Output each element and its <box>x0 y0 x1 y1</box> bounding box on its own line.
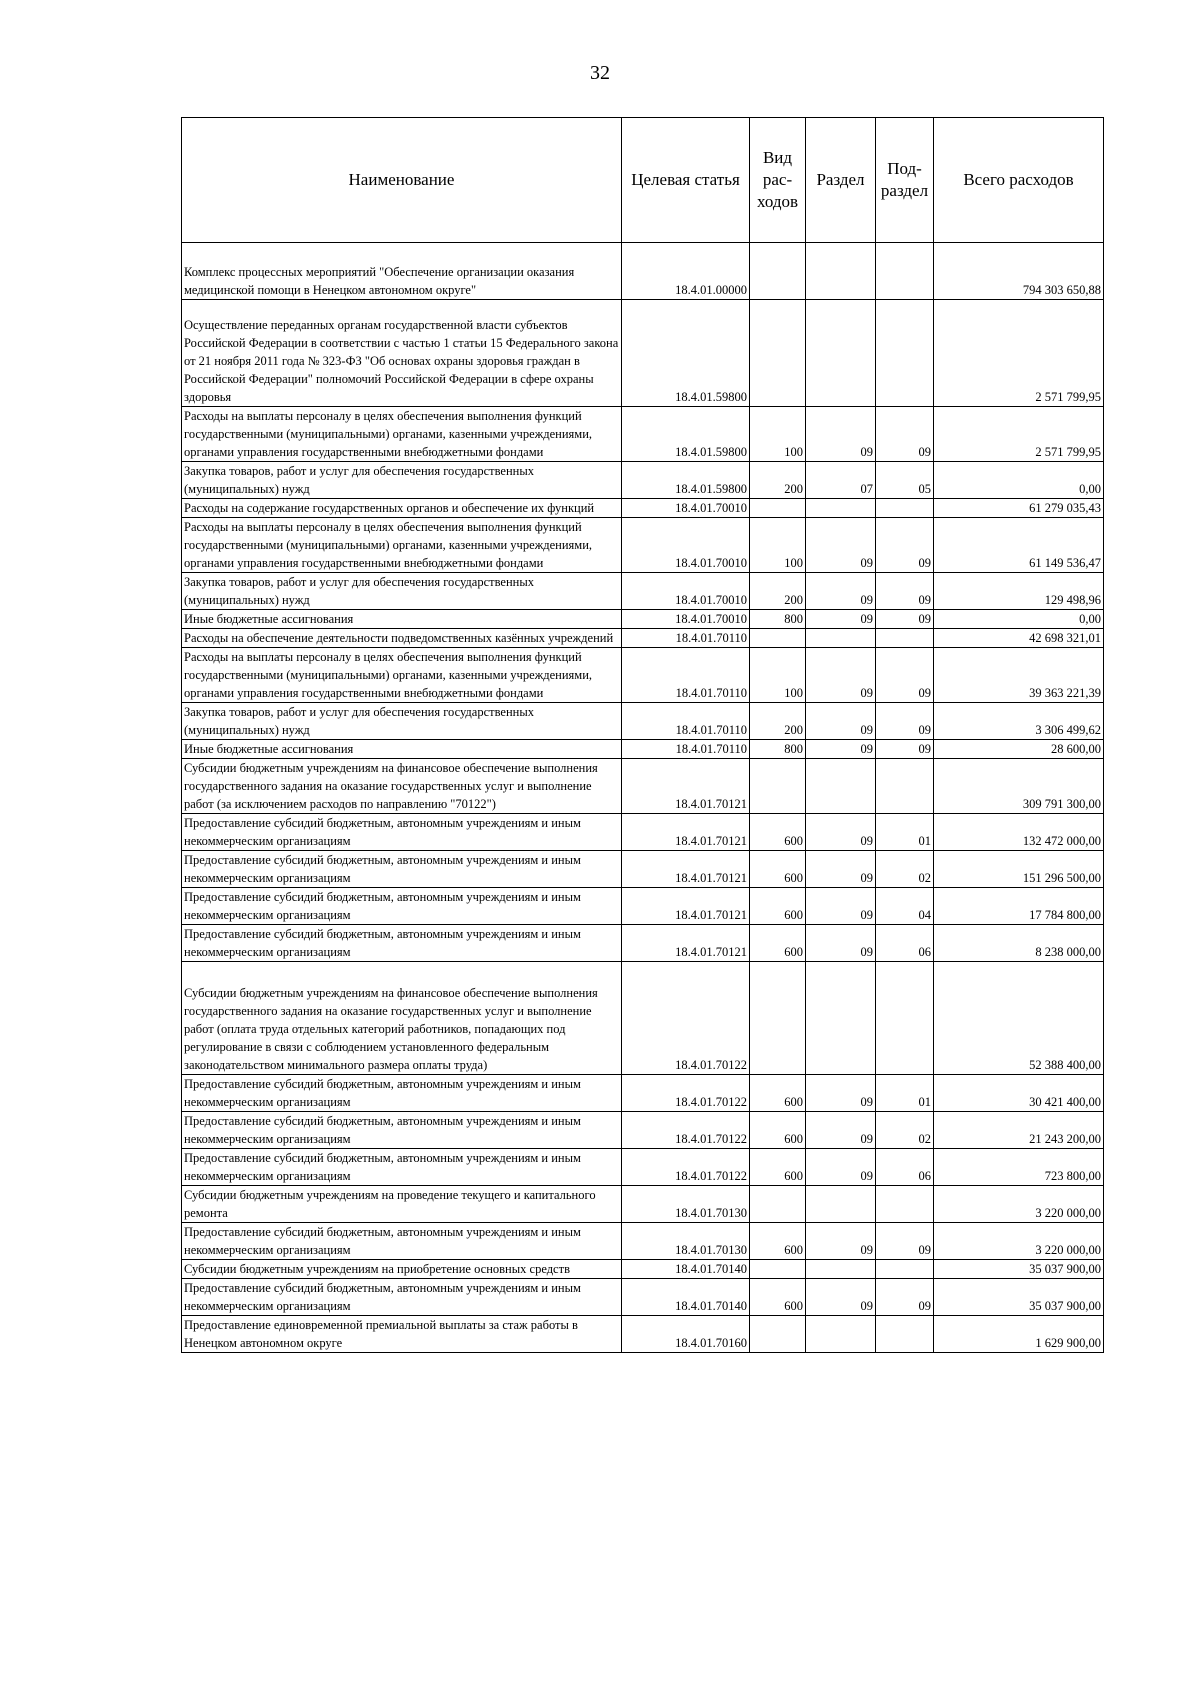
row-razdel: 09 <box>806 573 876 610</box>
table-body <box>182 243 1104 1353</box>
row-podrazdel: 06 <box>876 1149 934 1186</box>
row-razdel: 09 <box>806 740 876 759</box>
row-name: Предоставление субсидий бюджетным, автономным учреждениям и иным некоммерческим организациям <box>182 851 622 888</box>
row-razdel: 09 <box>806 1112 876 1149</box>
row-vid: 200 <box>750 703 806 740</box>
row-name: Предоставление субсидий бюджетным, автономным учреждениям и иным некоммерческим организациям <box>182 888 622 925</box>
table-row <box>182 629 1104 648</box>
table-row <box>182 1223 1104 1260</box>
row-code: 18.4.01.70122 <box>622 1075 750 1112</box>
row-name: Расходы на выплаты персоналу в целях обеспечения выполнения функций государственными (муниципальными) органами, казенными учреждениями, органами управления государственными внебюджетными фондами <box>182 648 622 703</box>
table-row <box>182 925 1104 962</box>
row-name: Осуществление переданных органам государственной власти субъектов Российской Федерации в соответствии с частью 1 статьи 15 Федерального закона от 21 ноября 2011 года № 323-ФЗ "Об основах охраны здоровья граждан в Российской Федерации" полномочий Российской Федерации в сфере охраны здоровья <box>182 300 622 407</box>
row-name: Предоставление субсидий бюджетным, автономным учреждениям и иным некоммерческим организациям <box>182 925 622 962</box>
row-name: Иные бюджетные ассигнования <box>182 610 622 629</box>
row-code: 18.4.01.70130 <box>622 1186 750 1223</box>
row-code: 18.4.01.70130 <box>622 1223 750 1260</box>
row-name: Расходы на выплаты персоналу в целях обеспечения выполнения функций государственными (муниципальными) органами, казенными учреждениями, органами управления государственными внебюджетными фондами <box>182 407 622 462</box>
row-code: 18.4.01.59800 <box>622 407 750 462</box>
row-podrazdel: 01 <box>876 814 934 851</box>
row-code: 18.4.01.70010 <box>622 518 750 573</box>
row-total: 129 498,96 <box>934 573 1104 610</box>
row-vid: 100 <box>750 407 806 462</box>
header-total: Всего расходов <box>934 118 1104 243</box>
row-vid: 100 <box>750 518 806 573</box>
row-name: Комплекс процессных мероприятий "Обеспечение организации оказания медицинской помощи в Ненецком автономном округе" <box>182 243 622 300</box>
row-name: Закупка товаров, работ и услуг для обеспечения государственных (муниципальных) нужд <box>182 703 622 740</box>
row-total: 39 363 221,39 <box>934 648 1104 703</box>
budget-table <box>181 117 1104 1353</box>
row-code: 18.4.01.70140 <box>622 1260 750 1279</box>
row-razdel: 09 <box>806 1149 876 1186</box>
row-total: 35 037 900,00 <box>934 1279 1104 1316</box>
table-row <box>182 1186 1104 1223</box>
row-code: 18.4.01.70122 <box>622 1112 750 1149</box>
header-vid: Вид рас- ходов <box>750 118 806 243</box>
row-podrazdel: 05 <box>876 462 934 499</box>
row-razdel: 09 <box>806 925 876 962</box>
row-total: 17 784 800,00 <box>934 888 1104 925</box>
row-podrazdel: 02 <box>876 851 934 888</box>
row-razdel: 09 <box>806 407 876 462</box>
table-row <box>182 1075 1104 1112</box>
header-code: Целевая статья <box>622 118 750 243</box>
table-row <box>182 703 1104 740</box>
table-row <box>182 518 1104 573</box>
row-vid <box>750 499 806 518</box>
row-code: 18.4.01.70122 <box>622 962 750 1075</box>
row-vid <box>750 629 806 648</box>
row-razdel: 09 <box>806 518 876 573</box>
header-podrazdel: Под- раздел <box>876 118 934 243</box>
table-row <box>182 962 1104 1075</box>
row-vid: 600 <box>750 851 806 888</box>
row-podrazdel: 09 <box>876 1223 934 1260</box>
row-code: 18.4.01.59800 <box>622 462 750 499</box>
row-razdel <box>806 499 876 518</box>
row-total: 0,00 <box>934 462 1104 499</box>
row-total: 52 388 400,00 <box>934 962 1104 1075</box>
table-row <box>182 740 1104 759</box>
row-razdel <box>806 629 876 648</box>
row-razdel <box>806 1316 876 1353</box>
row-vid: 600 <box>750 814 806 851</box>
row-vid: 200 <box>750 573 806 610</box>
table-row <box>182 648 1104 703</box>
row-podrazdel <box>876 962 934 1075</box>
row-total: 3 220 000,00 <box>934 1223 1104 1260</box>
row-code: 18.4.01.70010 <box>622 499 750 518</box>
table-row <box>182 1260 1104 1279</box>
row-vid: 600 <box>750 888 806 925</box>
row-code: 18.4.01.00000 <box>622 243 750 300</box>
table-row <box>182 462 1104 499</box>
row-code: 18.4.01.70110 <box>622 648 750 703</box>
table-row <box>182 300 1104 407</box>
row-razdel <box>806 1260 876 1279</box>
row-total: 3 220 000,00 <box>934 1186 1104 1223</box>
row-name: Предоставление единовременной премиальной выплаты за стаж работы в Ненецком автономном округе <box>182 1316 622 1353</box>
table-row <box>182 888 1104 925</box>
row-total: 2 571 799,95 <box>934 407 1104 462</box>
row-vid <box>750 1316 806 1353</box>
row-code: 18.4.01.70121 <box>622 814 750 851</box>
row-vid: 800 <box>750 740 806 759</box>
row-podrazdel: 09 <box>876 610 934 629</box>
table-row <box>182 1279 1104 1316</box>
row-razdel <box>806 243 876 300</box>
row-name: Расходы на выплаты персоналу в целях обеспечения выполнения функций государственными (муниципальными) органами, казенными учреждениями, органами управления государственными внебюджетными фондами <box>182 518 622 573</box>
row-razdel <box>806 759 876 814</box>
row-podrazdel <box>876 629 934 648</box>
row-code: 18.4.01.70121 <box>622 925 750 962</box>
row-name: Предоставление субсидий бюджетным, автономным учреждениям и иным некоммерческим организациям <box>182 1112 622 1149</box>
table-row <box>182 851 1104 888</box>
table-row <box>182 1149 1104 1186</box>
header-razdel: Раздел <box>806 118 876 243</box>
row-podrazdel <box>876 759 934 814</box>
row-total: 2 571 799,95 <box>934 300 1104 407</box>
row-razdel: 09 <box>806 648 876 703</box>
row-name: Расходы на содержание государственных органов и обеспечение их функций <box>182 499 622 518</box>
row-razdel <box>806 962 876 1075</box>
row-vid: 600 <box>750 1112 806 1149</box>
row-name: Предоставление субсидий бюджетным, автономным учреждениям и иным некоммерческим организациям <box>182 1075 622 1112</box>
row-code: 18.4.01.70160 <box>622 1316 750 1353</box>
row-name: Субсидии бюджетным учреждениям на финансовое обеспечение выполнения государственного задания на оказание государственных услуг и выполнение работ (оплата труда отдельных категорий работников, попадающих под регулирование в связи с соблюдением установленного федеральным законодательством минимального размера оплаты труда) <box>182 962 622 1075</box>
row-code: 18.4.01.70010 <box>622 610 750 629</box>
table-row <box>182 814 1104 851</box>
row-vid: 600 <box>750 925 806 962</box>
row-vid: 100 <box>750 648 806 703</box>
row-total: 42 698 321,01 <box>934 629 1104 648</box>
row-podrazdel <box>876 1260 934 1279</box>
row-code: 18.4.01.70121 <box>622 888 750 925</box>
table-row <box>182 407 1104 462</box>
row-razdel <box>806 300 876 407</box>
row-total: 723 800,00 <box>934 1149 1104 1186</box>
row-name: Расходы на обеспечение деятельности подведомственных казённых учреждений <box>182 629 622 648</box>
row-podrazdel: 09 <box>876 1279 934 1316</box>
row-name: Иные бюджетные ассигнования <box>182 740 622 759</box>
header-name: Наименование <box>182 118 622 243</box>
row-total: 61 279 035,43 <box>934 499 1104 518</box>
row-total: 0,00 <box>934 610 1104 629</box>
row-podrazdel <box>876 300 934 407</box>
row-podrazdel: 09 <box>876 518 934 573</box>
row-vid: 600 <box>750 1223 806 1260</box>
row-total: 28 600,00 <box>934 740 1104 759</box>
row-vid <box>750 962 806 1075</box>
table-row <box>182 1112 1104 1149</box>
row-vid: 600 <box>750 1149 806 1186</box>
row-podrazdel: 02 <box>876 1112 934 1149</box>
row-code: 18.4.01.70140 <box>622 1279 750 1316</box>
row-vid: 600 <box>750 1279 806 1316</box>
row-name: Субсидии бюджетным учреждениям на финансовое обеспечение выполнения государственного задания на оказание государственных услуг и выполнение работ (за исключением расходов по направлению "70122") <box>182 759 622 814</box>
row-code: 18.4.01.70010 <box>622 573 750 610</box>
row-total: 8 238 000,00 <box>934 925 1104 962</box>
row-name: Субсидии бюджетным учреждениям на проведение текущего и капитального ремонта <box>182 1186 622 1223</box>
row-razdel <box>806 1186 876 1223</box>
row-podrazdel: 09 <box>876 740 934 759</box>
row-name: Предоставление субсидий бюджетным, автономным учреждениям и иным некоммерческим организациям <box>182 1223 622 1260</box>
row-vid: 200 <box>750 462 806 499</box>
row-total: 151 296 500,00 <box>934 851 1104 888</box>
row-vid <box>750 1260 806 1279</box>
row-code: 18.4.01.70122 <box>622 1149 750 1186</box>
row-total: 794 303 650,88 <box>934 243 1104 300</box>
row-code: 18.4.01.70110 <box>622 740 750 759</box>
row-total: 30 421 400,00 <box>934 1075 1104 1112</box>
row-razdel: 09 <box>806 1223 876 1260</box>
row-podrazdel <box>876 499 934 518</box>
table-row <box>182 573 1104 610</box>
row-razdel: 09 <box>806 851 876 888</box>
table-row <box>182 499 1104 518</box>
row-vid <box>750 300 806 407</box>
row-podrazdel: 09 <box>876 407 934 462</box>
row-podrazdel: 04 <box>876 888 934 925</box>
row-name: Закупка товаров, работ и услуг для обеспечения государственных (муниципальных) нужд <box>182 462 622 499</box>
row-podrazdel <box>876 243 934 300</box>
table-row <box>182 243 1104 300</box>
row-vid <box>750 1186 806 1223</box>
row-total: 309 791 300,00 <box>934 759 1104 814</box>
row-vid: 800 <box>750 610 806 629</box>
row-razdel: 09 <box>806 1075 876 1112</box>
table-row <box>182 1316 1104 1353</box>
row-total: 3 306 499,62 <box>934 703 1104 740</box>
table-row <box>182 759 1104 814</box>
row-name: Предоставление субсидий бюджетным, автономным учреждениям и иным некоммерческим организациям <box>182 1149 622 1186</box>
row-name: Предоставление субсидий бюджетным, автономным учреждениям и иным некоммерческим организациям <box>182 1279 622 1316</box>
row-razdel: 09 <box>806 703 876 740</box>
row-vid <box>750 243 806 300</box>
row-razdel: 09 <box>806 1279 876 1316</box>
row-code: 18.4.01.70110 <box>622 703 750 740</box>
page-number: 32 <box>590 62 610 84</box>
row-razdel: 07 <box>806 462 876 499</box>
row-podrazdel <box>876 1316 934 1353</box>
row-vid <box>750 759 806 814</box>
row-razdel: 09 <box>806 888 876 925</box>
header-row <box>182 118 1104 243</box>
row-code: 18.4.01.70121 <box>622 851 750 888</box>
row-code: 18.4.01.70110 <box>622 629 750 648</box>
row-code: 18.4.01.59800 <box>622 300 750 407</box>
row-razdel: 09 <box>806 814 876 851</box>
row-podrazdel: 09 <box>876 648 934 703</box>
row-vid: 600 <box>750 1075 806 1112</box>
row-total: 35 037 900,00 <box>934 1260 1104 1279</box>
row-podrazdel: 09 <box>876 703 934 740</box>
row-name: Предоставление субсидий бюджетным, автономным учреждениям и иным некоммерческим организациям <box>182 814 622 851</box>
table-row <box>182 610 1104 629</box>
row-total: 132 472 000,00 <box>934 814 1104 851</box>
row-podrazdel: 09 <box>876 573 934 610</box>
row-total: 1 629 900,00 <box>934 1316 1104 1353</box>
row-code: 18.4.01.70121 <box>622 759 750 814</box>
row-total: 21 243 200,00 <box>934 1112 1104 1149</box>
row-total: 61 149 536,47 <box>934 518 1104 573</box>
row-podrazdel: 06 <box>876 925 934 962</box>
row-name: Закупка товаров, работ и услуг для обеспечения государственных (муниципальных) нужд <box>182 573 622 610</box>
row-podrazdel: 01 <box>876 1075 934 1112</box>
row-podrazdel <box>876 1186 934 1223</box>
row-name: Субсидии бюджетным учреждениям на приобретение основных средств <box>182 1260 622 1279</box>
row-razdel: 09 <box>806 610 876 629</box>
